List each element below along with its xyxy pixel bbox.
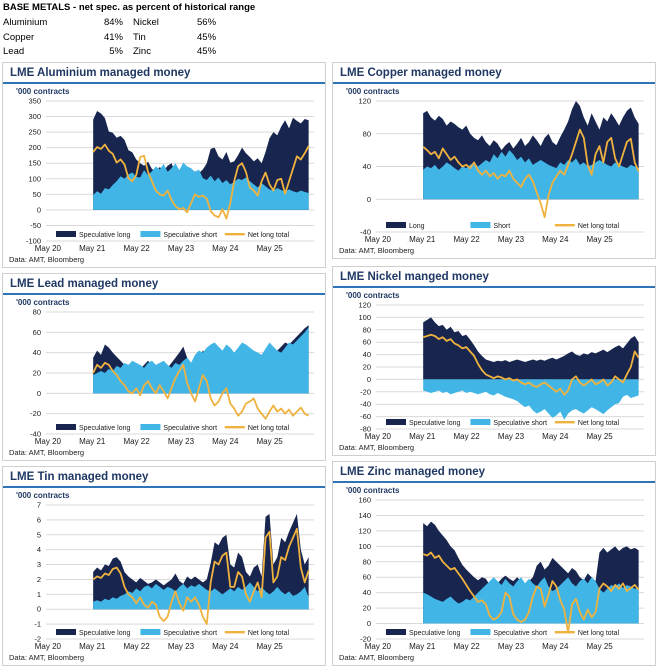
- x-tick-label: May 21: [409, 432, 436, 441]
- x-tick-label: May 24: [212, 244, 239, 253]
- chart-panel-nickel: [332, 266, 656, 456]
- y-tick-label: -80: [360, 424, 371, 434]
- legend-swatch-net: [555, 224, 575, 226]
- x-tick-label: May 25: [586, 642, 613, 651]
- chart-panel-zinc: [332, 461, 656, 666]
- legend-swatch-net: [555, 631, 575, 633]
- legend-swatch-short: [140, 231, 160, 237]
- x-tick-label: May 20: [34, 642, 61, 651]
- legend-label: Speculative short: [163, 232, 218, 239]
- x-tick-label: May 23: [497, 235, 525, 244]
- legend-label: Speculative long: [79, 232, 131, 239]
- x-tick-label: May 25: [256, 642, 283, 651]
- y-tick-label: 80: [362, 325, 371, 335]
- y-tick-label: -100: [25, 236, 41, 246]
- legend-swatch-long: [386, 222, 406, 228]
- legend-label: Net long total: [577, 420, 620, 427]
- chart-plot: [338, 300, 650, 442]
- chart-plot: [8, 500, 320, 652]
- axis-units-label: '000 contracts: [346, 291, 400, 300]
- y-tick-label: 140: [358, 510, 371, 520]
- chart-panel-aluminium: [2, 62, 326, 268]
- legend-swatch-short: [470, 222, 490, 228]
- y-tick-label: 80: [32, 307, 41, 317]
- x-tick-label: May 24: [542, 642, 569, 651]
- y-tick-label: 200: [28, 143, 41, 153]
- y-tick-label: 40: [362, 162, 371, 171]
- legend-label: Net long total: [577, 630, 620, 637]
- y-tick-label: 50: [32, 189, 41, 199]
- chart-plot: [8, 307, 320, 447]
- y-tick-label: 40: [362, 588, 371, 598]
- x-tick-label: May 25: [586, 432, 613, 441]
- summary-metal: Zinc: [133, 46, 151, 57]
- y-tick-label: 4: [36, 545, 41, 555]
- y-tick-label: -2: [34, 634, 41, 644]
- summary-value: 56%: [197, 17, 217, 28]
- source-note: Data: AMT, Bloomberg: [339, 246, 415, 255]
- header-title: BASE METALS - net spec. as percent of historical range: [3, 2, 256, 13]
- y-tick-label: -40: [30, 429, 41, 439]
- x-tick-label: May 21: [79, 437, 106, 446]
- x-tick-label: May 24: [212, 437, 239, 446]
- y-tick-label: 300: [28, 112, 41, 122]
- y-tick-label: 3: [36, 560, 41, 570]
- legend-swatch-short: [470, 629, 490, 635]
- x-tick-label: May 22: [123, 437, 150, 446]
- legend-swatch-short: [140, 424, 160, 430]
- chart-title: LME Tin managed money: [3, 469, 325, 488]
- x-tick-label: May 22: [453, 642, 480, 651]
- chart-title: LME Nickel manged money: [333, 269, 655, 288]
- axis-units-label: '000 contracts: [16, 491, 70, 500]
- x-tick-label: May 24: [212, 642, 239, 651]
- y-tick-label: 40: [32, 348, 41, 358]
- y-tick-label: 100: [28, 174, 41, 184]
- legend-label: Speculative short: [493, 420, 548, 427]
- y-tick-label: -20: [30, 409, 41, 419]
- y-tick-label: 0: [366, 374, 371, 384]
- chart-title: LME Aluminium managed money: [3, 65, 325, 84]
- legend-label: Speculative short: [493, 630, 548, 637]
- y-tick-label: 60: [32, 327, 41, 337]
- legend-label: Net long total: [577, 223, 620, 230]
- summary-value: 45%: [197, 31, 217, 43]
- y-tick-label: 0: [366, 619, 371, 629]
- y-tick-label: -20: [360, 387, 371, 397]
- legend-swatch-net: [225, 426, 245, 428]
- x-tick-label: May 23: [167, 244, 195, 253]
- legend-swatch-net: [225, 233, 245, 235]
- x-tick-label: May 23: [497, 642, 525, 651]
- x-tick-label: May 24: [542, 235, 569, 244]
- legend-swatch-long: [56, 629, 76, 635]
- legend-label: Long: [409, 223, 425, 230]
- axis-units-label: '000 contracts: [346, 87, 400, 96]
- y-tick-label: 120: [358, 526, 371, 536]
- legend-swatch-net: [555, 421, 575, 423]
- x-tick-label: May 20: [364, 432, 391, 441]
- summary-metal: Aluminium: [3, 17, 48, 28]
- y-tick-label: 0: [366, 194, 371, 204]
- source-note: Data: AMT, Bloomberg: [9, 653, 85, 662]
- y-tick-label: 120: [358, 96, 371, 106]
- x-tick-label: May 21: [79, 244, 106, 253]
- y-tick-label: 80: [362, 557, 371, 567]
- legend-label: Speculative short: [163, 630, 218, 637]
- y-tick-label: 100: [358, 541, 371, 551]
- legend-label: Speculative long: [79, 425, 131, 432]
- y-tick-label: 60: [362, 572, 371, 582]
- axis-units-label: '000 contracts: [16, 298, 70, 307]
- x-tick-label: May 22: [123, 642, 150, 651]
- x-tick-label: May 20: [364, 642, 391, 651]
- legend-label: Speculative long: [409, 420, 461, 427]
- chart-title: LME Lead managed money: [3, 276, 325, 295]
- y-tick-label: 80: [362, 129, 371, 139]
- x-tick-label: May 23: [167, 437, 195, 446]
- x-tick-label: May 25: [256, 437, 283, 446]
- y-tick-label: -50: [30, 220, 41, 230]
- legend-label: Speculative long: [409, 630, 461, 637]
- x-tick-label: May 21: [79, 642, 106, 651]
- chart-panel-copper: [332, 62, 656, 259]
- y-tick-label: -40: [360, 399, 371, 409]
- source-note: Data: AMT, Bloomberg: [9, 448, 85, 457]
- legend-swatch-short: [470, 419, 490, 425]
- x-tick-label: May 22: [453, 235, 480, 244]
- axis-units-label: '000 contracts: [346, 486, 400, 495]
- y-tick-label: 250: [28, 127, 41, 137]
- y-tick-label: -20: [360, 634, 371, 644]
- summary-metal: Copper: [3, 31, 35, 43]
- legend-swatch-long: [56, 424, 76, 430]
- legend-swatch-long: [386, 629, 406, 635]
- y-tick-label: 20: [362, 362, 371, 372]
- y-tick-label: 20: [362, 603, 371, 613]
- summary-metal: Tin: [133, 31, 146, 43]
- legend-swatch-net: [225, 631, 245, 633]
- x-tick-label: May 20: [34, 437, 61, 446]
- y-tick-label: 0: [36, 205, 41, 215]
- axis-units-label: '000 contracts: [16, 87, 70, 96]
- x-tick-label: May 24: [542, 432, 569, 441]
- y-tick-label: 0: [36, 388, 41, 398]
- y-tick-label: -40: [360, 227, 371, 237]
- x-tick-label: May 23: [167, 642, 195, 651]
- header-summary: [3, 2, 323, 60]
- area-long: [423, 317, 638, 379]
- legend-label: Short: [493, 223, 511, 230]
- chart-title: LME Copper managed money: [333, 65, 655, 84]
- y-tick-label: 160: [358, 495, 371, 505]
- x-tick-label: May 21: [409, 642, 436, 651]
- source-note: Data: AMT, Bloomberg: [339, 653, 415, 662]
- x-tick-label: May 21: [409, 235, 436, 244]
- chart-title: LME Zinc managed money: [333, 464, 655, 483]
- y-tick-label: 40: [362, 350, 371, 360]
- summary-value: 84%: [103, 17, 123, 28]
- y-tick-label: 60: [362, 337, 371, 347]
- chart-panel-tin: [2, 466, 326, 666]
- summary-value: 5%: [109, 46, 123, 57]
- legend-label: Speculative short: [163, 425, 218, 432]
- legend-swatch-short: [140, 629, 160, 635]
- legend-label: Net long total: [247, 630, 290, 637]
- legend-label: Net long total: [247, 232, 290, 239]
- y-tick-label: -60: [360, 412, 371, 422]
- x-tick-label: May 20: [34, 244, 61, 253]
- legend-label: Speculative long: [79, 630, 131, 637]
- source-note: Data: AMT, Bloomberg: [9, 255, 85, 264]
- legend-label: Net long total: [247, 425, 290, 432]
- y-tick-label: -1: [34, 619, 41, 629]
- y-tick-label: 1: [36, 589, 41, 599]
- y-tick-label: 5: [36, 530, 41, 540]
- summary-value: 41%: [103, 31, 123, 43]
- x-tick-label: May 20: [364, 235, 391, 244]
- y-tick-label: 20: [32, 368, 41, 378]
- y-tick-label: 100: [358, 312, 371, 322]
- summary-metal: Nickel: [133, 17, 159, 28]
- x-tick-label: May 23: [497, 432, 525, 441]
- y-tick-label: 150: [28, 158, 41, 168]
- x-tick-label: May 25: [586, 235, 613, 244]
- y-tick-label: 120: [358, 300, 371, 310]
- chart-plot: [8, 96, 320, 254]
- summary-metal: Lead: [3, 46, 25, 57]
- chart-plot: [338, 495, 650, 652]
- x-tick-label: May 22: [453, 432, 480, 441]
- legend-swatch-long: [386, 419, 406, 425]
- x-tick-label: May 25: [256, 244, 283, 253]
- y-tick-label: 2: [36, 574, 41, 584]
- y-tick-label: 6: [36, 515, 41, 525]
- header-table: [3, 16, 323, 60]
- y-tick-label: 0: [36, 604, 41, 614]
- x-tick-label: May 22: [123, 244, 150, 253]
- y-tick-label: 350: [28, 96, 41, 106]
- y-tick-label: 7: [36, 500, 41, 510]
- summary-value: 45%: [197, 46, 217, 57]
- legend-swatch-long: [56, 231, 76, 237]
- chart-plot: [338, 96, 650, 245]
- source-note: Data: AMT, Bloomberg: [339, 443, 415, 452]
- chart-panel-lead: [2, 273, 326, 461]
